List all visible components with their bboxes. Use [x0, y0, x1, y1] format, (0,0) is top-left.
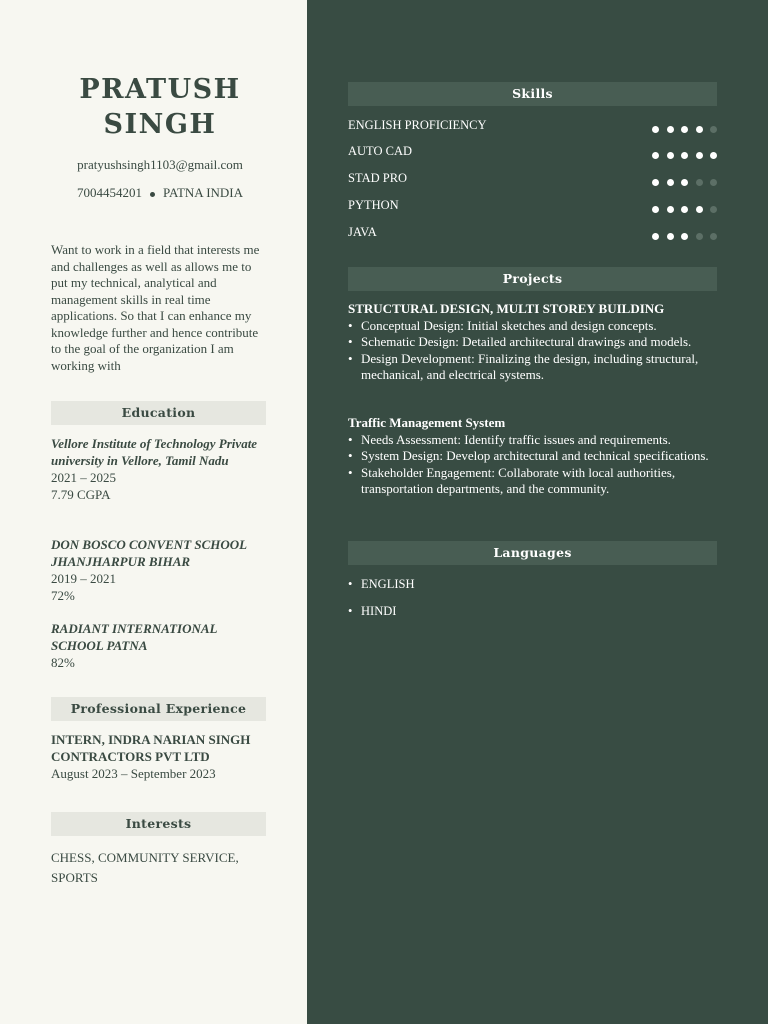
project-bullet: • Schematic Design: Detailed architectural drawings and models.	[348, 334, 717, 351]
project-title: STRUCTURAL DESIGN, MULTI STOREY BUILDING	[348, 301, 665, 316]
rating-dot-empty	[710, 206, 717, 213]
education-years: 2019 – 2021	[51, 571, 116, 586]
education-school: Vellore Institute of Technology Private university in Vellore, Tamil Nadu	[51, 436, 258, 468]
right-column	[307, 0, 768, 1024]
rating-dot-filled	[696, 206, 703, 213]
project-bullet: • Stakeholder Engagement: Collaborate with local authorities, transportation departments, and the community.	[348, 465, 717, 498]
candidate-name	[30, 72, 290, 142]
skills-heading: Skills	[348, 82, 717, 106]
rating-dot-filled	[681, 126, 688, 133]
rating-dot-filled	[696, 126, 703, 133]
rating-dot-filled	[681, 152, 688, 159]
education-entry	[51, 536, 266, 604]
rating-dot-filled	[710, 152, 717, 159]
skill-row	[348, 224, 717, 240]
skill-rating	[645, 121, 718, 137]
education-entry	[51, 435, 266, 503]
rating-dot-empty	[696, 179, 703, 186]
skill-row	[348, 143, 717, 159]
education-score: 7.79 CGPA	[51, 487, 111, 502]
experience-heading: Professional Experience	[51, 697, 266, 721]
project-bullets	[348, 318, 717, 384]
projects-heading: Projects	[348, 267, 717, 291]
education-entry	[51, 620, 266, 671]
skill-rating	[645, 201, 718, 217]
project-bullet: • Design Development: Finalizing the design, including structural, mechanical, and electrical systems.	[348, 351, 717, 384]
rating-dot-filled	[652, 152, 659, 159]
education-heading: Education	[51, 401, 266, 425]
education-school: RADIANT INTERNATIONAL SCHOOL PATNA	[51, 621, 218, 653]
rating-dot-filled	[681, 233, 688, 240]
education-score: 72%	[51, 588, 75, 603]
project-title: Traffic Management System	[348, 415, 506, 430]
education-school: DON BOSCO CONVENT SCHOOL JHANJHARPUR BIHAR	[51, 537, 247, 569]
skill-rating	[645, 174, 718, 190]
project-bullet: • System Design: Develop architectural and technical specifications.	[348, 448, 717, 465]
project-entry	[348, 415, 717, 498]
contact-row	[30, 185, 290, 201]
rating-dot-empty	[710, 126, 717, 133]
separator-dot	[150, 192, 155, 197]
education-years: 2021 – 2025	[51, 470, 116, 485]
rating-dot-filled	[667, 233, 674, 240]
project-bullet: • Conceptual Design: Initial sketches and design concepts.	[348, 318, 717, 335]
skill-row	[348, 170, 717, 186]
rating-dot-filled	[681, 179, 688, 186]
skill-name: STAD PRO	[348, 171, 408, 185]
language-item: • HINDI	[348, 603, 717, 619]
rating-dot-filled	[652, 179, 659, 186]
interests-heading: Interests	[51, 812, 266, 836]
skill-name: AUTO CAD	[348, 144, 413, 158]
skill-name: PYTHON	[348, 198, 399, 212]
project-bullet: • Needs Assessment: Identify traffic issues and requirements.	[348, 432, 717, 449]
interests-text: CHESS, COMMUNITY SERVICE, SPORTS	[51, 850, 239, 885]
name-first: PRATUSH	[79, 74, 241, 105]
rating-dot-filled	[696, 152, 703, 159]
experience-dates: August 2023 – September 2023	[51, 766, 216, 781]
rating-dot-empty	[710, 179, 717, 186]
skill-row	[348, 197, 717, 213]
name-last: SINGH	[103, 109, 217, 140]
skill-row	[348, 117, 717, 133]
phone-number: 7004454201	[76, 185, 142, 200]
skill-name: JAVA	[348, 225, 377, 239]
project-entry	[348, 301, 717, 384]
project-bullets	[348, 432, 717, 498]
skill-rating	[645, 228, 718, 244]
skill-name: ENGLISH PROFICIENCY	[348, 118, 487, 132]
skill-rating	[645, 147, 718, 163]
education-score: 82%	[51, 655, 75, 670]
language-item: • ENGLISH	[348, 576, 717, 592]
rating-dot-filled	[667, 152, 674, 159]
rating-dot-filled	[667, 179, 674, 186]
rating-dot-empty	[710, 233, 717, 240]
languages-heading: Languages	[348, 541, 717, 565]
rating-dot-filled	[652, 206, 659, 213]
location: PATNA INDIA	[162, 185, 244, 200]
summary-text: Want to work in a field that interests me and challenges as well as allows me to put my technical, analytical and management skills in real time applications. So that I can enhance my knowledge further and hence contribute to the goal of the organization I am working with	[51, 242, 260, 373]
rating-dot-filled	[681, 206, 688, 213]
left-column	[0, 0, 307, 1024]
rating-dot-filled	[652, 126, 659, 133]
experience-title: INTERN, INDRA NARIAN SINGH CONTRACTORS PVT LTD	[51, 732, 251, 764]
experience-entry	[51, 731, 266, 782]
email-link[interactable]: pratyushsingh1103@gmail.com	[77, 157, 243, 172]
rating-dot-filled	[652, 233, 659, 240]
rating-dot-filled	[667, 126, 674, 133]
rating-dot-empty	[696, 233, 703, 240]
rating-dot-filled	[667, 206, 674, 213]
